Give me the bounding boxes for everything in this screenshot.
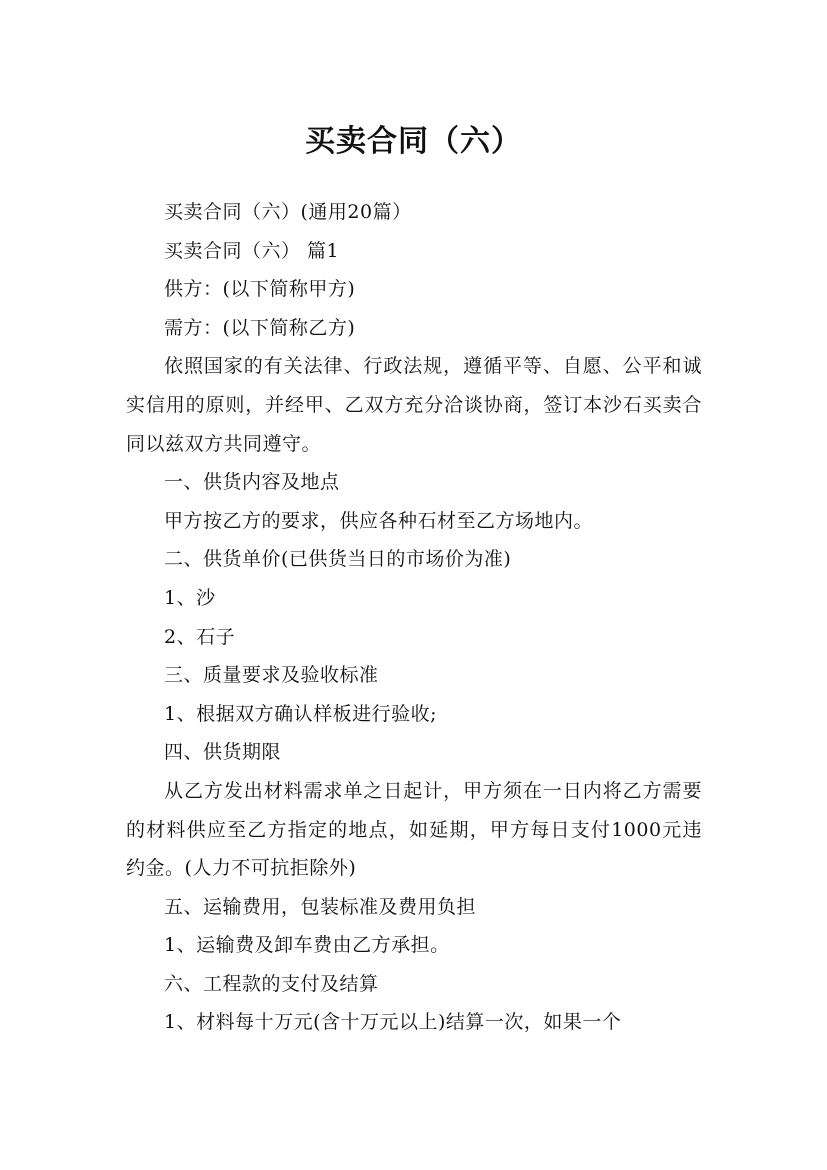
list-item-settlement: 1、材料每十万元(含十万元以上)结算一次，如果一个	[164, 1011, 622, 1034]
paragraph-heading-general: 买卖合同（六）(通用20篇）	[164, 201, 412, 223]
document-body	[126, 193, 702, 1042]
paragraph-heading-part1: 买卖合同（六） 篇1	[164, 239, 340, 262]
paragraph-supply-period: 从乙方发出材料需求单之日起计，甲方须在一日内将乙方需要的材料供应至乙方指定的地点，如延期，甲方每日支付1000元违约金。(人力不可抗拒除外)	[126, 779, 702, 880]
document-title: 买卖合同（六）	[305, 124, 522, 160]
list-item-sand: 1、沙	[164, 586, 216, 609]
section-heading-5: 五、运输费用，包装标准及费用负担	[164, 895, 477, 918]
list-item-transport: 1、运输费及卸车费由乙方承担。	[164, 934, 450, 957]
paragraph-supplier: 供方：(以下简称甲方)	[164, 278, 356, 301]
section-heading-6: 六、工程款的支付及结算	[164, 972, 379, 995]
section-heading-4: 四、供货期限	[164, 741, 282, 764]
paragraph-buyer: 需方：(以下简称乙方)	[164, 316, 356, 339]
paragraph-preamble: 依照国家的有关法律、行政法规，遵循平等、自愿、公平和诚实信用的原则，并经甲、乙双方充分洽谈协商，签订本沙石买卖合同以兹双方共同遵守。	[126, 355, 702, 455]
list-item-inspection: 1、根据双方确认样板进行验收;	[164, 702, 437, 725]
section-heading-1: 一、供货内容及地点	[164, 471, 340, 494]
paragraph-supply-content: 甲方按乙方的要求，供应各种石材至乙方场地内。	[164, 509, 594, 532]
section-heading-2: 二、供货单价(已供货当日的市场价为准)	[164, 548, 512, 571]
list-item-stone: 2、石子	[164, 625, 236, 648]
section-heading-3: 三、质量要求及验收标准	[164, 664, 379, 687]
